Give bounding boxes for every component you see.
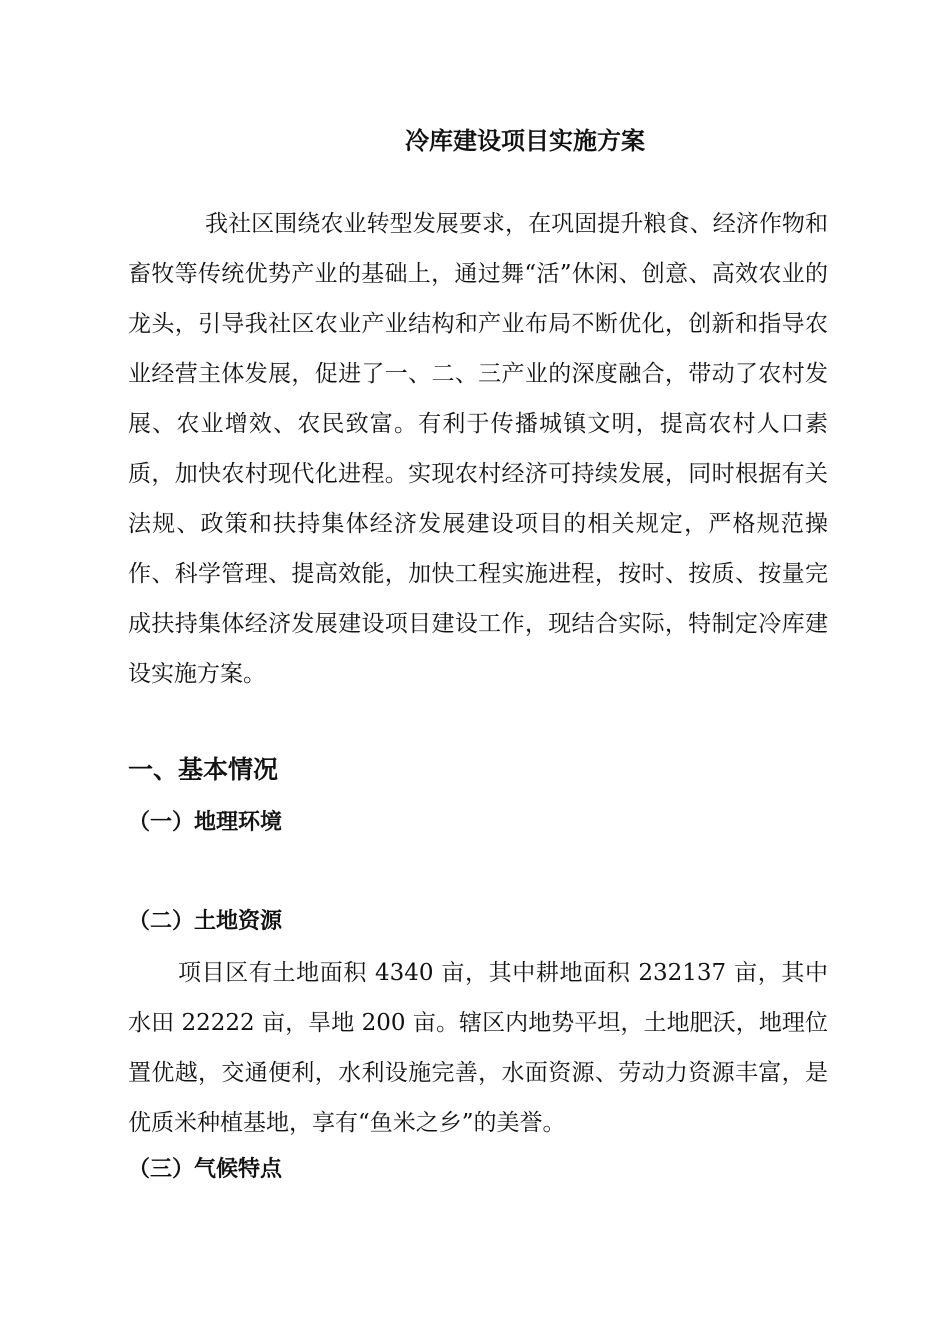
- land-resources-paragraph: 项目区有土地面积 4340 亩，其中耕地面积 232137 亩，其中水田 22222 亩，旱地 200 亩。辖区内地势平坦，土地肥沃，地理位置优越，交通便利，水利设施完善，水面资源、劳动力资源丰富，是 优质米种植基地，享有“鱼米之乡”的美誉。: [128, 960, 828, 1136]
- intro-paragraph: 我社区围绕农业转型发展要求，在巩固提升粮食、经济作物和畜牧等传统优势产业的基础上，通过舞“活”休闲、创意、高效农业的龙头，引导我社区农业产业结构和产业布局不断优化，创新和指导农业经营主体发展，促进了一、二、三产业的深度融合，带动了农村发展、农业增效、农民致富。有利于传播城镇文明，提高农村人口素质，加快农村现代化进程。实现农村经济可持续发展，同时根据有关法规、政策和扶持集体经济发展建设项目的相关规定，严格规范操作、科学管理、提高效能，加快工程实施进程，按时、按质、按量完成扶持集体经济发展建设项目建设工作，现结合实际，特制定冷库建设实施方案。: [128, 211, 828, 687]
- subsection-heading-climate: （三）气候特点: [128, 1157, 283, 1182]
- subsection-heading-land-resources: （二）土地资源: [128, 909, 283, 934]
- subsection-heading-geography: （一）地理环境: [128, 810, 283, 835]
- section-heading-basic-situation: 一、基本情况: [128, 755, 279, 784]
- document-title: 冷库建设项目实施方案: [405, 127, 645, 156]
